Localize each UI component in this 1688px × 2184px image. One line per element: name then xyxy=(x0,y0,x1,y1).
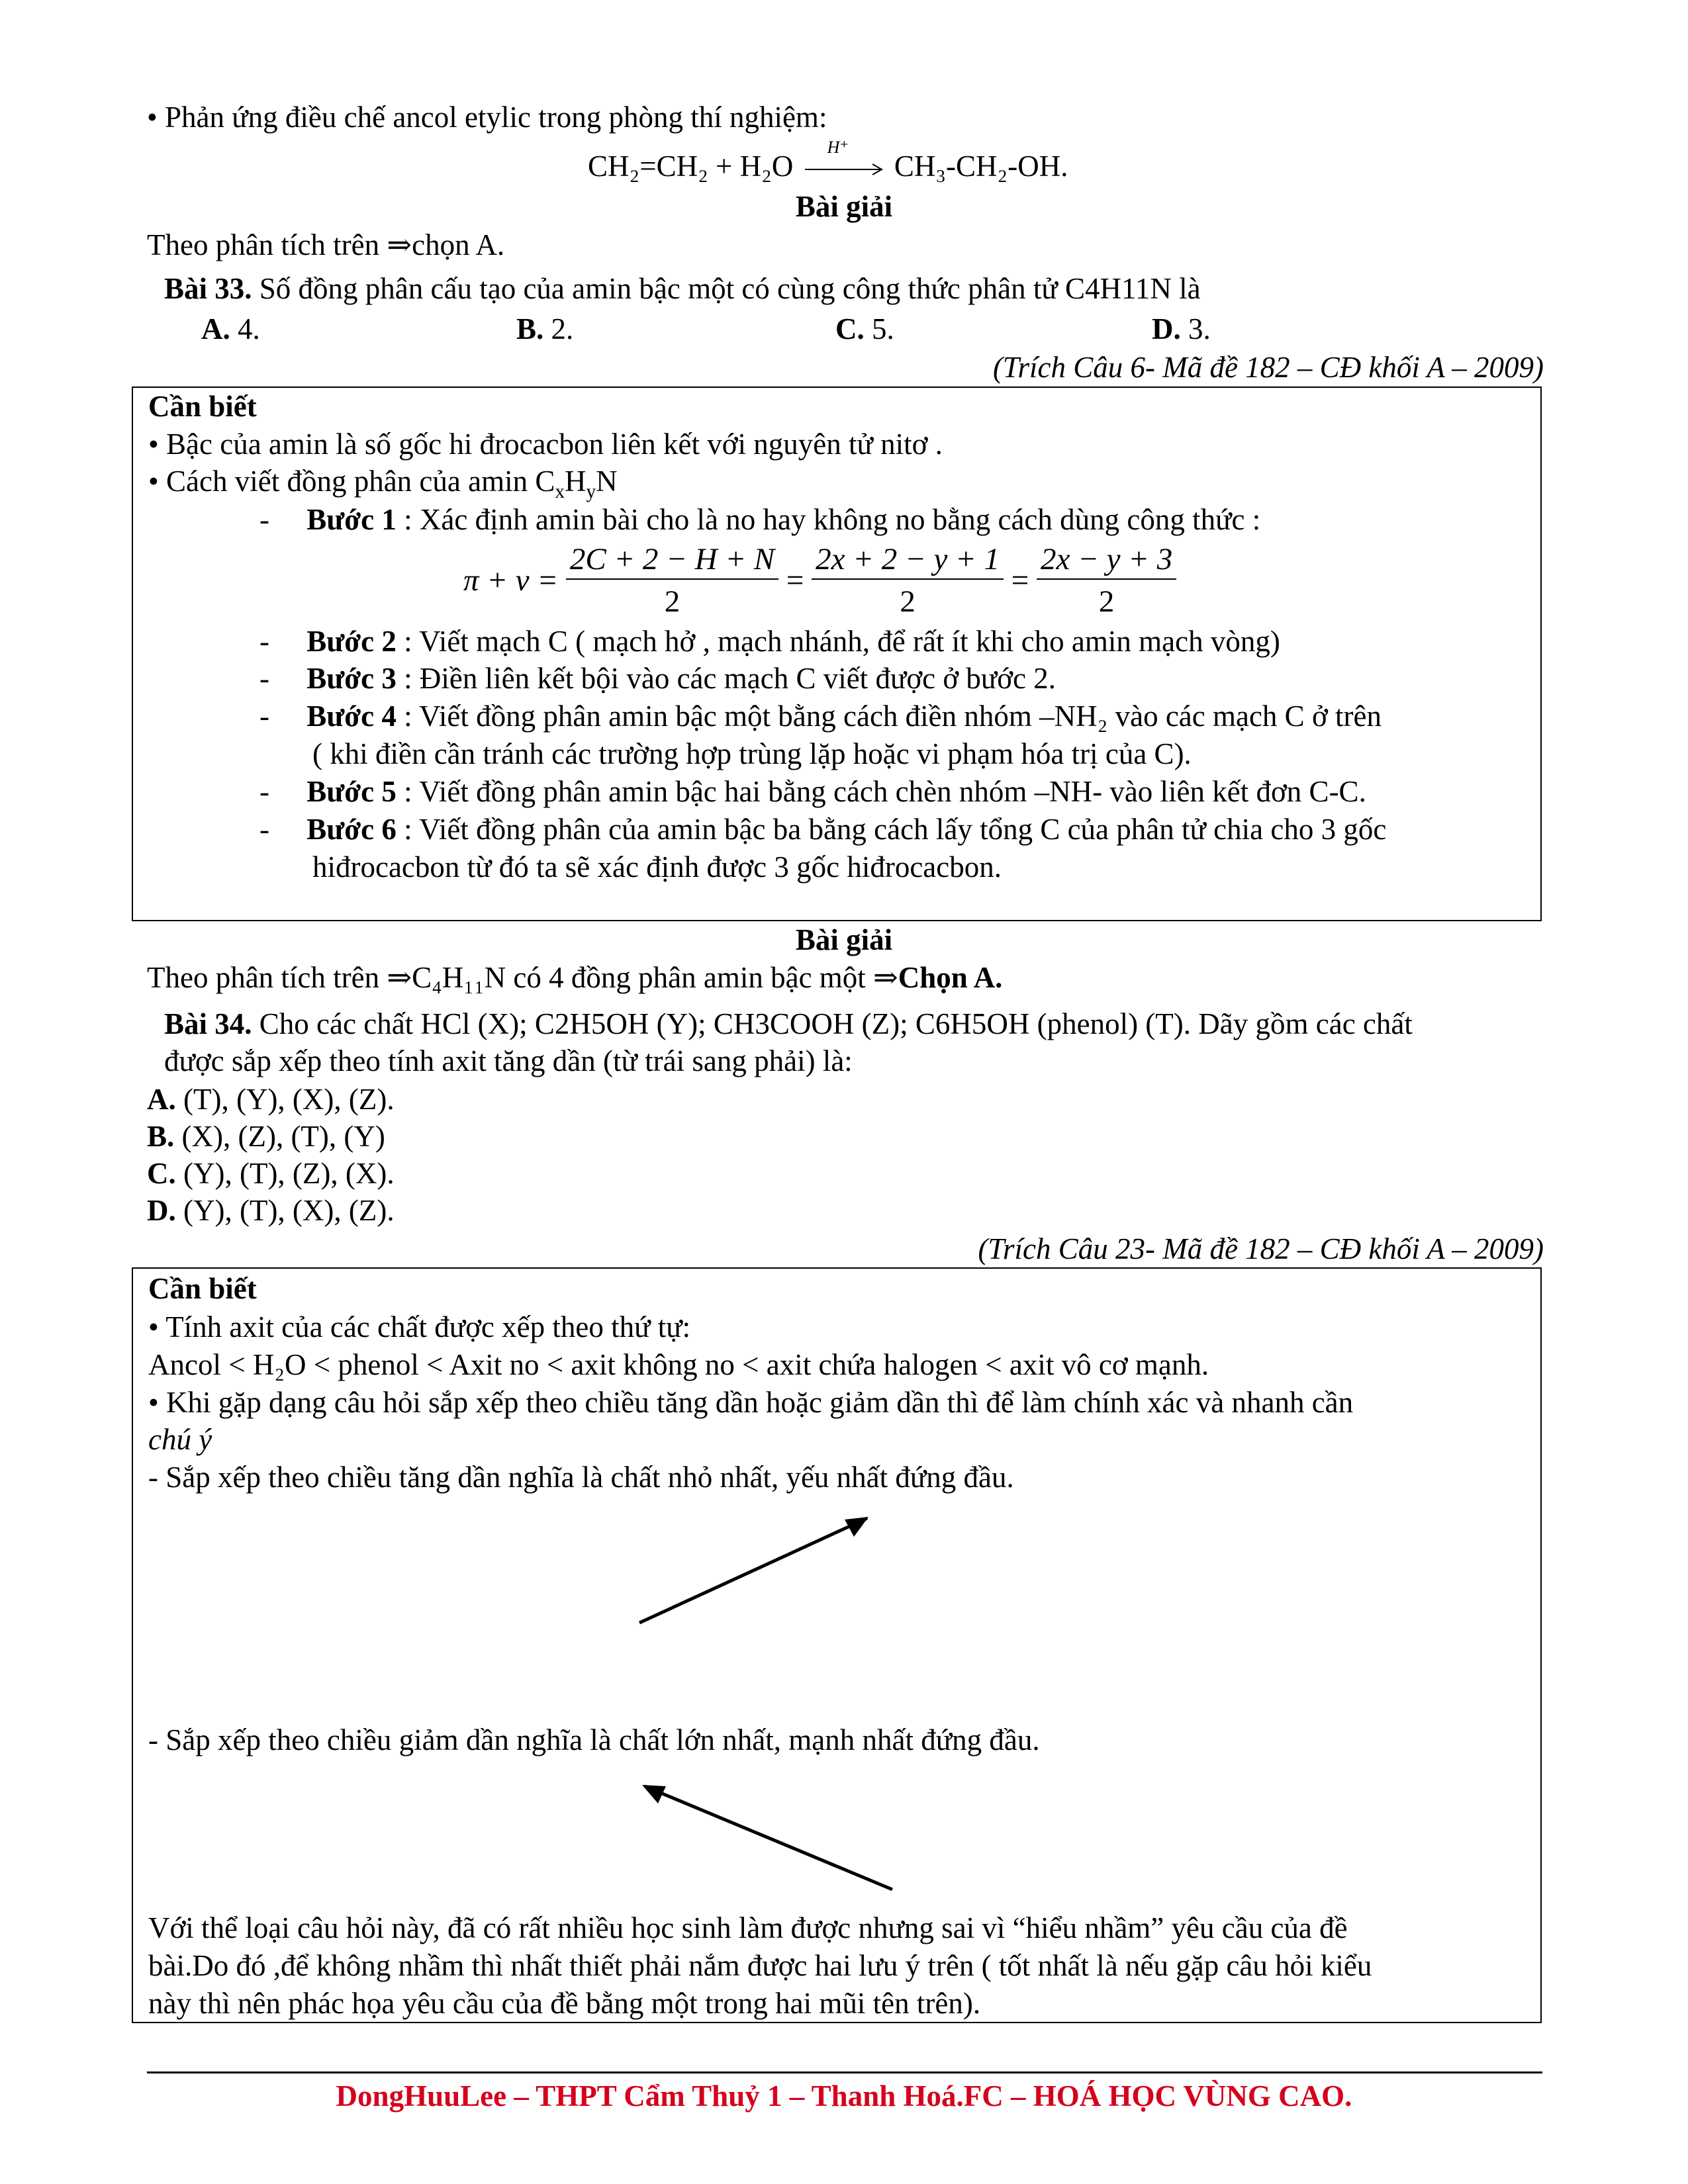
q34-option-c: C. (Y), (T), (Z), (X). xyxy=(147,1157,395,1190)
q34-option-a: A. (T), (Y), (X), (Z). xyxy=(147,1083,395,1116)
q34-option-d: D. (Y), (T), (X), (Z). xyxy=(147,1194,395,1227)
footer-credit: DongHuuLee – THPT Cẩm Thuỷ 1 – Thanh Hoá.FC – HOÁ HỌC VÙNG CAO. xyxy=(336,2079,1352,2113)
step-6: - Bước 6 : Viết đồng phân của amin bậc ba bằng cách lấy tổng C của phân tử chia cho 3 gốc xyxy=(259,813,1387,846)
equation-right: CH₃-CH₂-OH. xyxy=(894,150,1068,183)
closing-note-3: này thì nên phác họa yêu cầu của đề bằng một trong hai mũi tên trên). xyxy=(148,1987,981,2020)
question-33-stem: Số đồng phân cấu tạo của amin bậc một có cùng công thức phân tử C4H11N là xyxy=(259,272,1201,305)
ethanol-equation xyxy=(588,137,1068,184)
box1-title: Cần biết xyxy=(148,390,257,423)
step-5: - Bước 5 : Viết đồng phân amin bậc hai bằng cách chèn nhóm –NH- vào liên kết đơn C-C. xyxy=(259,775,1366,808)
question-34-stem-1: Cho các chất HCl (X); C2H5OH (Y); CH3COOH (Z); C6H5OH (phenol) (T). Dãy gồm các chất xyxy=(259,1007,1413,1040)
closing-note-1: Với thể loại câu hỏi này, đã có rất nhiều học sinh làm được nhưng sai vì “hiểu nhầm” yêu cầu của đề xyxy=(148,1911,1348,1944)
equation-left: CH₂=CH₂ + H₂O xyxy=(588,150,794,183)
formula-fraction-2: $\frac{2x + 2 - y + 1}{2}$ xyxy=(812,541,1004,619)
step-4: - Bước 4 : Viết đồng phân amin bậc một bằng cách điền nhóm –NH₂ vào các mạch C ở trên xyxy=(259,700,1382,733)
formula-lhs: π + v = xyxy=(463,563,559,598)
formula-fraction-1: $\frac{2C + 2 - H + N}{2}$ xyxy=(566,541,778,619)
analysis-choice: chọn A. xyxy=(412,228,505,261)
question-33-label: Bài 33. xyxy=(164,272,252,305)
intro-bullet: • Phản ứng điều chế ancol etylic trong phòng thí nghiệm: xyxy=(147,101,827,134)
catalyst-label: H⁺ xyxy=(827,137,849,157)
implies-icon: ⇒ xyxy=(873,961,898,994)
step-6-continued: hiđrocacbon từ đó ta sẽ xác định được 3 gốc hiđrocacbon. xyxy=(312,850,1002,884)
implies-icon: ⇒ xyxy=(387,961,412,994)
solution-heading-2: Bài giải xyxy=(795,923,893,956)
acidity-order: Ancol < H₂O < phenol < Axit no < axit không no < axit chứa halogen < axit vô cơ mạnh. xyxy=(148,1348,1209,1381)
analysis-line-1 xyxy=(147,228,504,263)
question-34-stem-2: được sắp xếp theo tính axit tăng dần (từ trái sang phải) là: xyxy=(164,1044,853,1077)
step-4-continued: ( khi điền cần tránh các trường hợp trùng lặp hoặc vi phạm hóa trị của C). xyxy=(312,737,1192,770)
formula-equals-1: = xyxy=(786,563,804,598)
formula-equals-2: = xyxy=(1011,563,1029,598)
solution-heading-1: Bài giải xyxy=(795,190,893,223)
analysis-prefix: Theo phân tích trên xyxy=(147,228,380,261)
step-2: - Bước 2 : Viết mạch C ( mạch hở , mạch nhánh, để rất ít khi cho amin mạch vòng) xyxy=(259,625,1280,658)
box2-bullet-2: • Khi gặp dạng câu hỏi sắp xếp theo chiều tăng dần hoặc giảm dần thì để làm chính xác và nhanh cần xyxy=(148,1386,1354,1419)
q34-option-b: B. (X), (Z), (T), (Y) xyxy=(147,1120,385,1153)
box2-bullet-1: • Tính axit của các chất được xếp theo thứ tự: xyxy=(148,1310,691,1343)
decreasing-arrow-icon xyxy=(635,1777,900,1896)
closing-note-2: bài.Do đó ,để không nhầm thì nhất thiết phải nắm được hai lưu ý trên ( tốt nhất là nếu gặp câu hỏi kiểu xyxy=(148,1949,1372,1982)
q33-option-d: D. 3. xyxy=(1152,312,1211,345)
q33-option-a: A. 4. xyxy=(201,312,260,345)
formula-fraction-3: $\frac{2x - y + 3}{2}$ xyxy=(1037,541,1176,619)
question-34 xyxy=(164,1007,1413,1042)
increasing-arrow-icon xyxy=(635,1502,880,1628)
step-3: - Bước 3 : Điền liên kết bội vào các mạch C viết được ở bước 2. xyxy=(259,662,1056,695)
unsaturation-formula xyxy=(463,541,1176,619)
footer-rule xyxy=(147,2071,1542,2073)
box1-bullet-2: • Cách viết đồng phân của amin $C_xH_yN$ xyxy=(148,465,618,502)
decreasing-note: - Sắp xếp theo chiều giảm dần nghĩa là chất lớn nhất, mạnh nhất đứng đầu. xyxy=(148,1723,1040,1756)
box2-title: Cần biết xyxy=(148,1272,257,1305)
q33-option-c: C. 5. xyxy=(835,312,894,345)
note-label: chú ý xyxy=(148,1423,212,1456)
question-33 xyxy=(164,272,1201,306)
question-34-label: Bài 34. xyxy=(164,1007,252,1040)
reaction-arrow xyxy=(801,137,887,183)
increasing-note: - Sắp xếp theo chiều tăng dần nghĩa là chất nhỏ nhất, yếu nhất đứng đầu. xyxy=(148,1461,1014,1494)
step-1: - Bước 1 : Xác định amin bài cho là no hay không no bằng cách dùng công thức : xyxy=(259,503,1261,536)
box1-bullet-1: • Bậc của amin là số gốc hi đrocacbon liên kết với nguyên tử nitơ . xyxy=(148,428,943,461)
arrow-right-icon xyxy=(801,156,887,183)
q34-source: (Trích Câu 23- Mã đề 182 – CĐ khối A – 2009) xyxy=(978,1232,1544,1265)
q33-source: (Trích Câu 6- Mã đề 182 – CĐ khối A – 2009) xyxy=(992,351,1544,384)
solution-33-text: Theo phân tích trên ⇒C₄H₁₁N có 4 đồng phân amin bậc một ⇒Chọn A. xyxy=(147,961,1003,994)
implies-icon: ⇒ xyxy=(387,228,412,261)
q33-option-b: B. 2. xyxy=(516,312,574,345)
